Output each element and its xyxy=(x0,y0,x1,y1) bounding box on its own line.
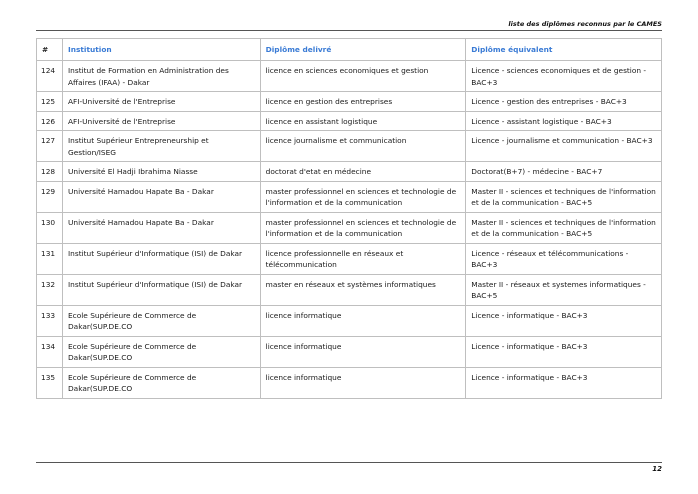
diploma-equivalent-cell: Licence - gestion des entreprises - BAC+3 xyxy=(466,92,662,112)
table-row xyxy=(37,212,662,243)
institution-cell: AFI-Université de l'Entreprise xyxy=(62,92,260,112)
diploma-equivalent-cell: Doctorat(B+7) - médecine - BAC+7 xyxy=(466,162,662,182)
table-row xyxy=(37,162,662,182)
row-number: 131 xyxy=(37,243,63,274)
column-header-diploma-delivered: Diplôme delivré xyxy=(260,39,466,61)
column-header-institution: Institution xyxy=(62,39,260,61)
row-number: 135 xyxy=(37,367,63,398)
diploma-delivered-cell: master professionnel en sciences et technologie de l'information et de la communication xyxy=(260,181,466,212)
row-number: 124 xyxy=(37,61,63,92)
table-row xyxy=(37,305,662,336)
row-number: 127 xyxy=(37,131,63,162)
institution-cell: Ecole Supérieure de Commerce de Dakar(SUP.DE.CO xyxy=(62,367,260,398)
diploma-equivalent-cell: Licence - sciences economiques et de gestion - BAC+3 xyxy=(466,61,662,92)
diploma-delivered-cell: licence informatique xyxy=(260,305,466,336)
page-number: 12 xyxy=(652,465,662,473)
row-number: 133 xyxy=(37,305,63,336)
institution-cell: Institut Supérieur d'Informatique (ISI) de Dakar xyxy=(62,243,260,274)
footer-divider xyxy=(36,462,662,463)
row-number: 125 xyxy=(37,92,63,112)
table-row xyxy=(37,61,662,92)
institution-cell: Ecole Supérieure de Commerce de Dakar(SUP.DE.CO xyxy=(62,305,260,336)
diploma-equivalent-cell: Licence - informatique - BAC+3 xyxy=(466,336,662,367)
table-row xyxy=(37,243,662,274)
diploma-delivered-cell: licence en assistant logistique xyxy=(260,111,466,131)
diploma-equivalent-cell: Licence - informatique - BAC+3 xyxy=(466,367,662,398)
diploma-equivalent-cell: Licence - informatique - BAC+3 xyxy=(466,305,662,336)
row-number: 130 xyxy=(37,212,63,243)
diplomas-table xyxy=(36,38,662,399)
institution-cell: Institut Supérieur Entrepreneurship et Gestion/ISEG xyxy=(62,131,260,162)
table-row xyxy=(37,92,662,112)
diploma-equivalent-cell: Master II - réseaux et systemes informatiques - BAC+5 xyxy=(466,274,662,305)
diploma-delivered-cell: master professionnel en sciences et technologie de l'information et de la communication xyxy=(260,212,466,243)
institution-cell: Université Hamadou Hapate Ba - Dakar xyxy=(62,181,260,212)
row-number: 134 xyxy=(37,336,63,367)
diploma-delivered-cell: licence informatique xyxy=(260,336,466,367)
column-header-diploma-equivalent: Diplôme équivalent xyxy=(466,39,662,61)
row-number: 128 xyxy=(37,162,63,182)
header-divider xyxy=(36,30,662,31)
institution-cell: Ecole Supérieure de Commerce de Dakar(SUP.DE.CO xyxy=(62,336,260,367)
row-number: 129 xyxy=(37,181,63,212)
institution-cell: Université El Hadji Ibrahima Niasse xyxy=(62,162,260,182)
table-row xyxy=(37,111,662,131)
table-row xyxy=(37,131,662,162)
diploma-delivered-cell: licence informatique xyxy=(260,367,466,398)
table-row xyxy=(37,367,662,398)
diploma-delivered-cell: master en réseaux et systèmes informatiques xyxy=(260,274,466,305)
diploma-equivalent-cell: Licence - assistant logistique - BAC+3 xyxy=(466,111,662,131)
diploma-equivalent-cell: Licence - réseaux et télécommunications - BAC+3 xyxy=(466,243,662,274)
institution-cell: AFI-Université de l'Entreprise xyxy=(62,111,260,131)
diploma-delivered-cell: doctorat d'etat en médecine xyxy=(260,162,466,182)
page-header-title: liste des diplômes reconnus par le CAMES xyxy=(508,20,662,28)
table-row xyxy=(37,336,662,367)
diploma-delivered-cell: licence en gestion des entreprises xyxy=(260,92,466,112)
diploma-equivalent-cell: Master II - sciences et techniques de l'information et de la communication - BAC+5 xyxy=(466,212,662,243)
column-header-number: # xyxy=(37,39,63,61)
table-header-row xyxy=(37,39,662,61)
institution-cell: Université Hamadou Hapate Ba - Dakar xyxy=(62,212,260,243)
table-row xyxy=(37,274,662,305)
diploma-equivalent-cell: Licence - journalisme et communication - BAC+3 xyxy=(466,131,662,162)
row-number: 126 xyxy=(37,111,63,131)
table-row xyxy=(37,181,662,212)
diploma-equivalent-cell: Master II - sciences et techniques de l'information et de la communication - BAC+5 xyxy=(466,181,662,212)
institution-cell: Institut Supérieur d'Informatique (ISI) de Dakar xyxy=(62,274,260,305)
diploma-delivered-cell: licence en sciences economiques et gestion xyxy=(260,61,466,92)
diploma-delivered-cell: licence journalisme et communication xyxy=(260,131,466,162)
institution-cell: Institut de Formation en Administration des Affaires (IFAA) - Dakar xyxy=(62,61,260,92)
diploma-delivered-cell: licence professionnelle en réseaux et télécommunication xyxy=(260,243,466,274)
row-number: 132 xyxy=(37,274,63,305)
